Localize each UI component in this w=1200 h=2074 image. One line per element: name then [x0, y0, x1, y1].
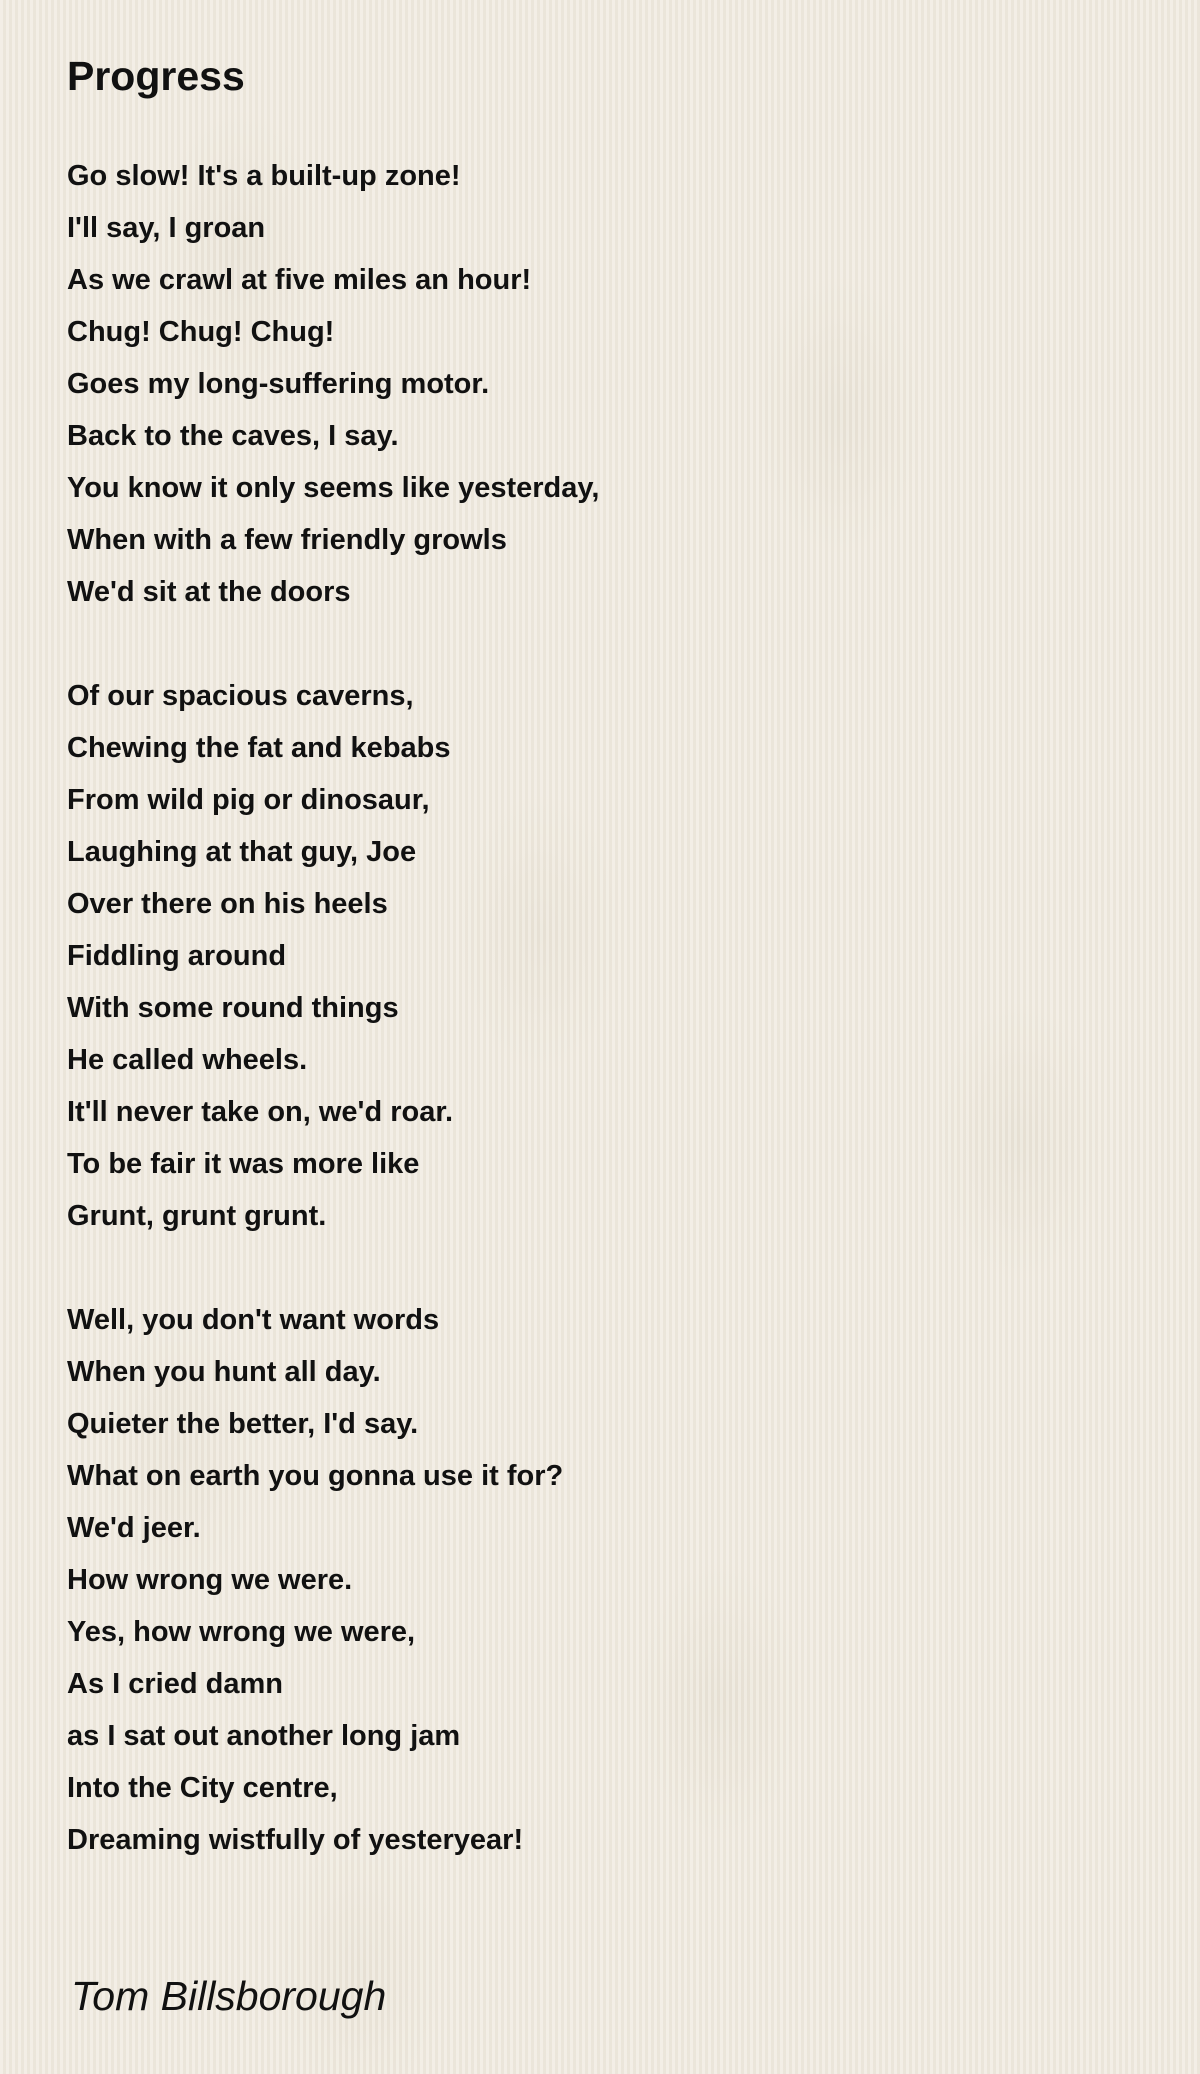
poem-stanza	[67, 1294, 1127, 1866]
poem-line: We'd sit at the doors	[67, 576, 351, 608]
poem-line: It'll never take on, we'd roar.	[67, 1096, 454, 1128]
poem-line: With some round things	[67, 992, 399, 1024]
poem-line: Over there on his heels	[67, 888, 388, 920]
poem-line: Fiddling around	[67, 940, 287, 972]
poem-line: We'd jeer.	[67, 1512, 201, 1544]
poem-line: As we crawl at five miles an hour!	[67, 264, 532, 296]
stanza-break	[67, 618, 1127, 670]
poem-line: As I cried damn	[67, 1668, 283, 1700]
poem-author: Tom Billsborough	[71, 1973, 387, 2019]
poem-line: Dreaming wistfully of yesteryear!	[67, 1824, 524, 1856]
poem-line: I'll say, I groan	[67, 212, 266, 244]
poem-line: What on earth you gonna use it for?	[67, 1460, 564, 1492]
poem-line: To be fair it was more like	[67, 1148, 420, 1180]
poem-stanza	[67, 150, 1127, 618]
poem-line: From wild pig or dinosaur,	[67, 784, 430, 816]
poem-line: Chug! Chug! Chug!	[67, 316, 335, 348]
poem-stanza	[67, 670, 1127, 1242]
poem-line: How wrong we were.	[67, 1564, 353, 1596]
poem-line: He called wheels.	[67, 1044, 308, 1076]
poem-title: Progress	[67, 53, 245, 99]
poem-line: Chewing the fat and kebabs	[67, 732, 451, 764]
poem-line: Of our spacious caverns,	[67, 680, 414, 712]
poem-line: Quieter the better, I'd say.	[67, 1408, 419, 1440]
poem-line: Goes my long-suffering motor.	[67, 368, 490, 400]
poem-line: Yes, how wrong we were,	[67, 1616, 416, 1648]
poem-line: You know it only seems like yesterday,	[67, 472, 600, 504]
poem-line: Laughing at that guy, Joe	[67, 836, 417, 868]
stanza-break	[67, 1242, 1127, 1294]
poem-line: Grunt, grunt grunt.	[67, 1200, 327, 1232]
poem-line: When you hunt all day.	[67, 1356, 381, 1388]
poem-line: as I sat out another long jam	[67, 1720, 461, 1752]
poem-line: Into the City centre,	[67, 1772, 338, 1804]
poem-line: Go slow! It's a built-up zone!	[67, 160, 461, 192]
poem-line: Well, you don't want words	[67, 1304, 440, 1336]
poem-body	[67, 150, 1127, 1866]
poem-line: When with a few friendly growls	[67, 524, 507, 556]
poem-line: Back to the caves, I say.	[67, 420, 399, 452]
